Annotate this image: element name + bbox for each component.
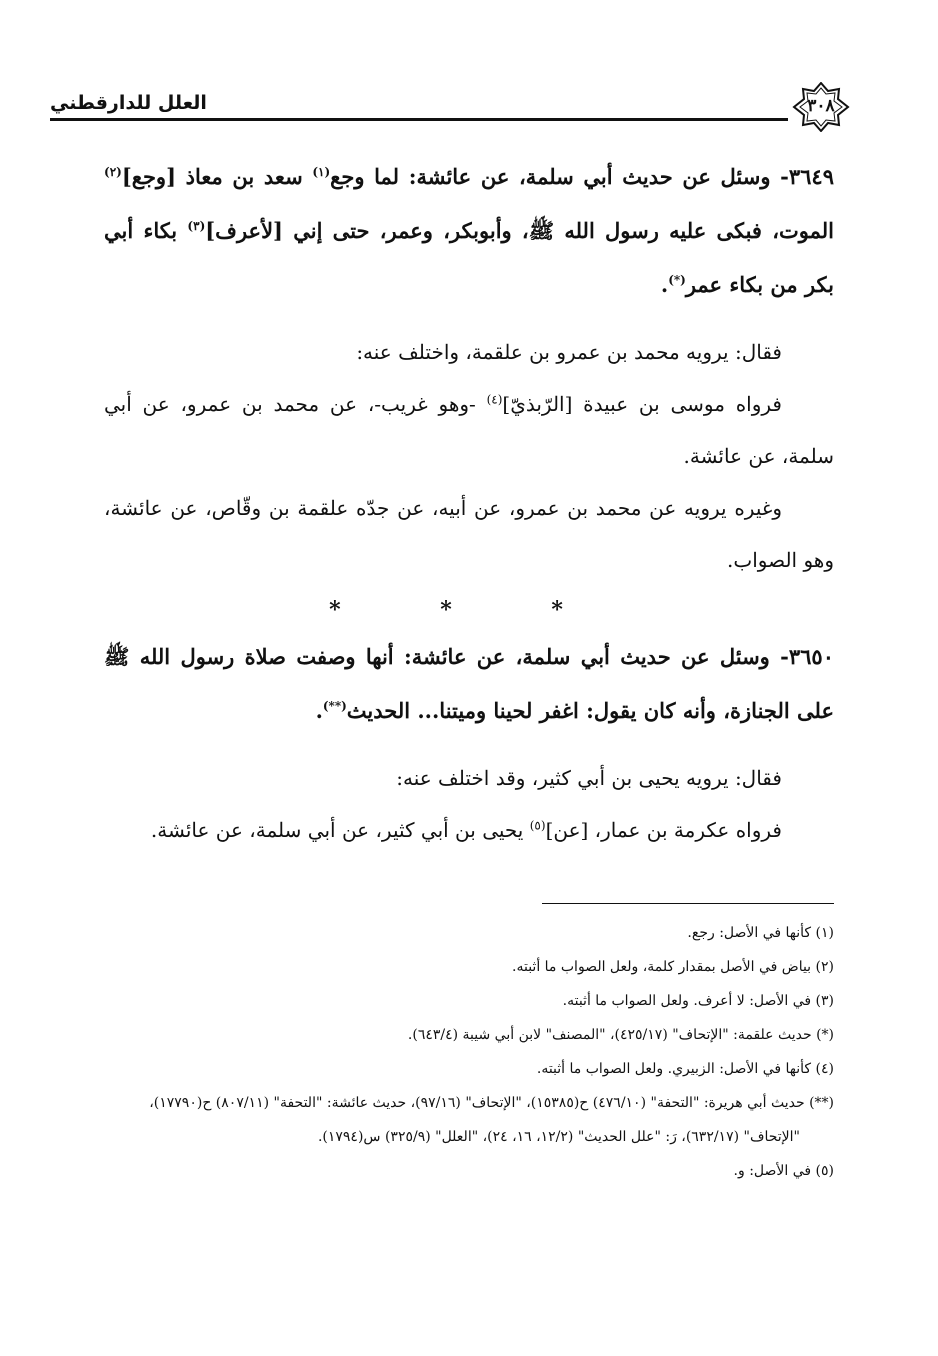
paragraph-text: فرواه عكرمة بن عمار، [عن] bbox=[545, 818, 782, 842]
footnote: (٢) بياض في الأصل بمقدار كلمة، ولعل الصواب ما أثبته. bbox=[512, 959, 834, 975]
entry-text: ٣٦٥٠- وسئل عن حديث أبي سلمة، عن عائشة: أنها وصفت صلاة رسول الله ﷺ على الجنازة، وأنه كان يقول: اغفر لحينا وميتنا... الحديث bbox=[104, 644, 834, 723]
footnote: (١) كأنها في الأصل: رجع. bbox=[687, 925, 834, 941]
page-number: ٣٠٨ bbox=[807, 96, 835, 116]
paragraph-text: يحيى بن أبي كثير، عن أبي سلمة، عن عائشة. bbox=[150, 818, 530, 842]
footnote-ref: (٤) bbox=[486, 392, 503, 407]
footnote-ref: (٥) bbox=[529, 818, 546, 833]
entry-text: . bbox=[315, 698, 323, 723]
footnote-ref: (٢) bbox=[104, 165, 122, 179]
header-rule bbox=[50, 118, 788, 121]
paragraph bbox=[104, 804, 834, 856]
page-number-badge bbox=[792, 82, 850, 132]
entry-text: سعد بن معاذ [وجع] bbox=[121, 164, 313, 189]
book-title: العلل للدارقطني bbox=[50, 92, 207, 114]
entry-3649 bbox=[104, 150, 834, 312]
footnote: (٥) في الأصل: و. bbox=[733, 1163, 834, 1179]
footnote-ref: (**) bbox=[322, 699, 347, 713]
footnote-ref: (٣) bbox=[187, 219, 206, 233]
footnote: (*) حديث علقمة: "الإتحاف" (٤٢٥/١٧)، "المصنف" لابن أبي شيبة (٦٤٣/٤). bbox=[407, 1027, 834, 1043]
entry-text: بكاء أبي بكر من بكاء عمر bbox=[104, 218, 834, 297]
footnote-ref: (*) bbox=[668, 273, 686, 287]
footnote: (٣) في الأصل: لا أعرف. ولعل الصواب ما أثبته. bbox=[562, 993, 834, 1009]
paragraph: وغيره يرويه عن محمد بن عمرو، عن أبيه، عن جدّه علقمة بن وقّاص، عن عائشة، وهو الصواب. bbox=[104, 496, 834, 572]
entry-text: الموت، فبكى عليه رسول الله ﷺ، وأبوبكر، وعمر، حتى إني [لأعرف] bbox=[205, 218, 834, 243]
entry-text: ٣٦٤٩- وسئل عن حديث أبي سلمة، عن عائشة: لما وجع bbox=[330, 164, 834, 189]
paragraph-text: -وهو غريب-، عن محمد بن عمرو، عن أبي سلمة، عن عائشة. bbox=[104, 392, 834, 468]
footnote-separator bbox=[542, 903, 834, 904]
footnote: (٤) كأنها في الأصل: الزبيري. ولعل الصواب ما أثبته. bbox=[536, 1061, 834, 1077]
paragraph bbox=[104, 378, 834, 482]
entry-3650 bbox=[104, 630, 834, 738]
entry-text: . bbox=[660, 272, 669, 297]
footnote: (**) حديث أبي هريرة: "التحفة" (٤٧٦/١٠) ح(١٥٣٨٥)، "الإتحاف" (٩٧/١٦)، حديث عائشة: "التحفة" (٨٠٧/١١) ح(١٧٧٩٠)، "الإتحاف" (٦٣٢/١٧)، رَ: "علل الحديث" (١٢/٢، ١٦، ٢٤)، "العلل" (٣٢٥/٩) س(١٧٩٤). bbox=[149, 1095, 834, 1145]
paragraph: فقال: يرويه محمد بن عمرو بن علقمة، واختلف عنه: bbox=[356, 340, 782, 364]
footnotes bbox=[104, 916, 834, 1188]
paragraph: فقال: يرويه يحيى بن أبي كثير، وقد اختلف عنه: bbox=[396, 766, 782, 790]
paragraph-text: فرواه موسى بن عبيدة [الرّبذيّ] bbox=[502, 392, 782, 416]
main-text bbox=[104, 150, 834, 856]
footnote-ref: (١) bbox=[312, 165, 331, 179]
running-header bbox=[50, 82, 850, 132]
section-separator: * * * bbox=[329, 597, 609, 623]
